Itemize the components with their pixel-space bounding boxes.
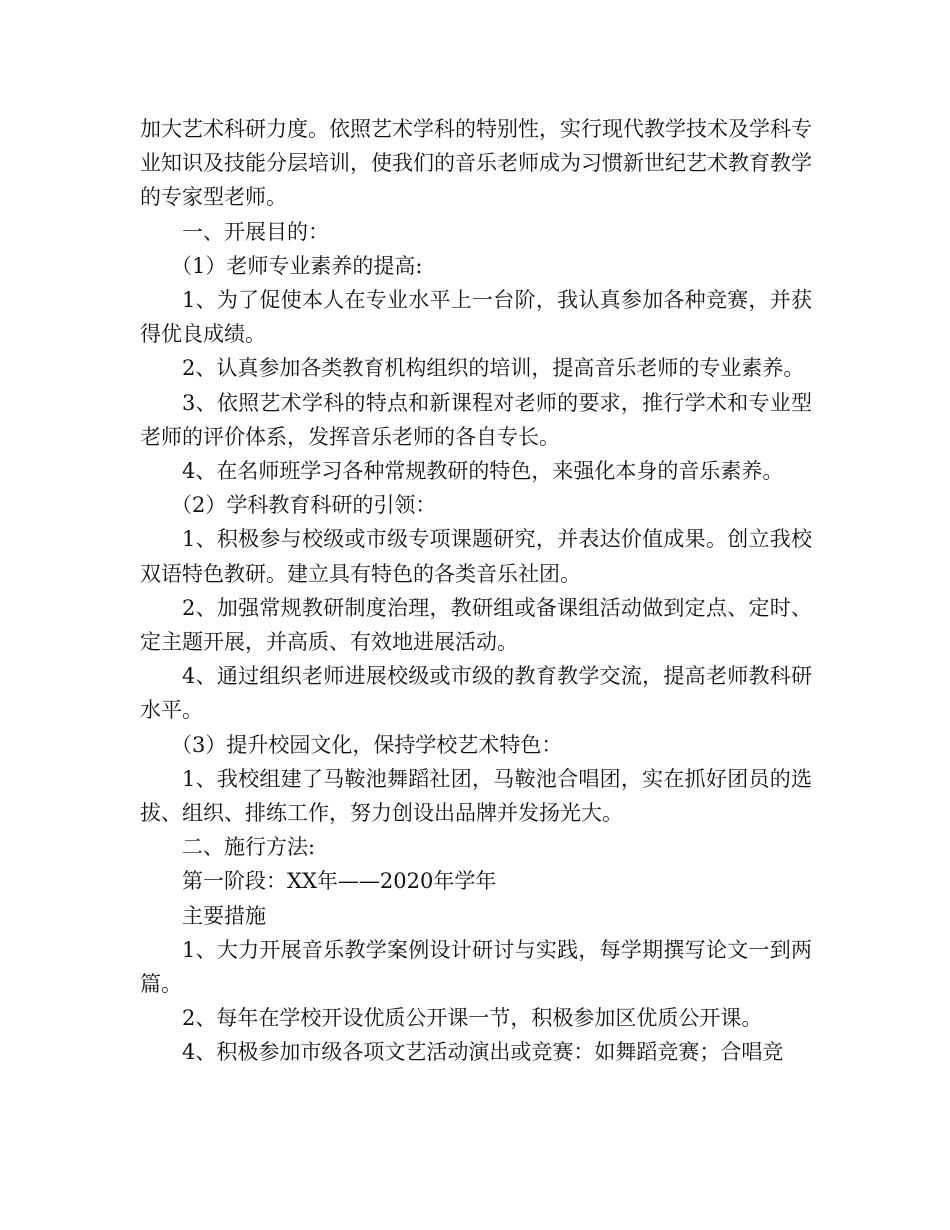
subheading-campus-culture: （3）提升校园文化，保持学校艺术特色： (171, 732, 563, 757)
paragraph-item: 4、积极参加市级各项文艺活动演出或竞赛：如舞蹈竞赛；合唱竞 (182, 1040, 784, 1065)
paragraph-phase-one: 第一阶段：XX年——2020年学年 (182, 869, 497, 894)
paragraph-item: 1、我校组建了马鞍池舞蹈社团，马鞍池合唱团，实在抓好团员的选拔、组织、排练工作，努力创设出品牌并发扬光大。 (140, 766, 812, 826)
subheading-research-lead: （2）学科教育科研的引领： (171, 493, 437, 518)
paragraph-item: 3、依照艺术学科的特点和新课程对老师的要求，推行学术和专业型老师的评价体系，发挥音乐老师的各自专长。 (140, 390, 812, 449)
paragraph-item: 1、积极参与校级或市级专项课题研究，并表达价值成果。创立我校双语特色教研。建立具有特色的各类音乐社团。 (140, 527, 812, 586)
subheading-teacher-quality: （1）老师专业素养的提高: (171, 253, 423, 278)
paragraph-item: 4、通过组织老师进展校级或市级的教育教学交流，提高老师教科研水平。 (140, 664, 812, 723)
paragraph-item: 2、加强常规教研制度治理，教研组或备课组活动做到定点、定时、定主题开展，并高质、有效地进展活动。 (140, 595, 812, 655)
heading-main-measures: 主要措施 (182, 903, 266, 928)
paragraph-item: 1、大力开展音乐教学案例设计研讨与实践，每学期撰写论文一到两篇。 (140, 937, 812, 997)
paragraph-item: 2、认真参加各类教育机构组织的培训，提高音乐老师的专业素养。 (182, 356, 805, 381)
paragraph-item: 1、为了促使本人在专业水平上一台阶，我认真参加各种竞赛，并获得优良成绩。 (140, 288, 812, 347)
heading-implementation: 二、施行方法: (182, 835, 316, 860)
document-body (140, 112, 812, 1070)
paragraph-item: 4、在名师班学习各种常规教研的特色，来强化本身的音乐素养。 (182, 459, 784, 484)
heading-objectives: 一、开展目的： (182, 219, 329, 244)
paragraph-intro: 加大艺术科研力度。依照艺术学科的特别性，实行现代教学技术及学科专业知识及技能分层培训，使我们的音乐老师成为习惯新世纪艺术教育教学的专家型老师。 (140, 117, 812, 210)
paragraph-item: 2、每年在学校开设优质公开课一节，积极参加区优质公开课。 (182, 1006, 763, 1031)
